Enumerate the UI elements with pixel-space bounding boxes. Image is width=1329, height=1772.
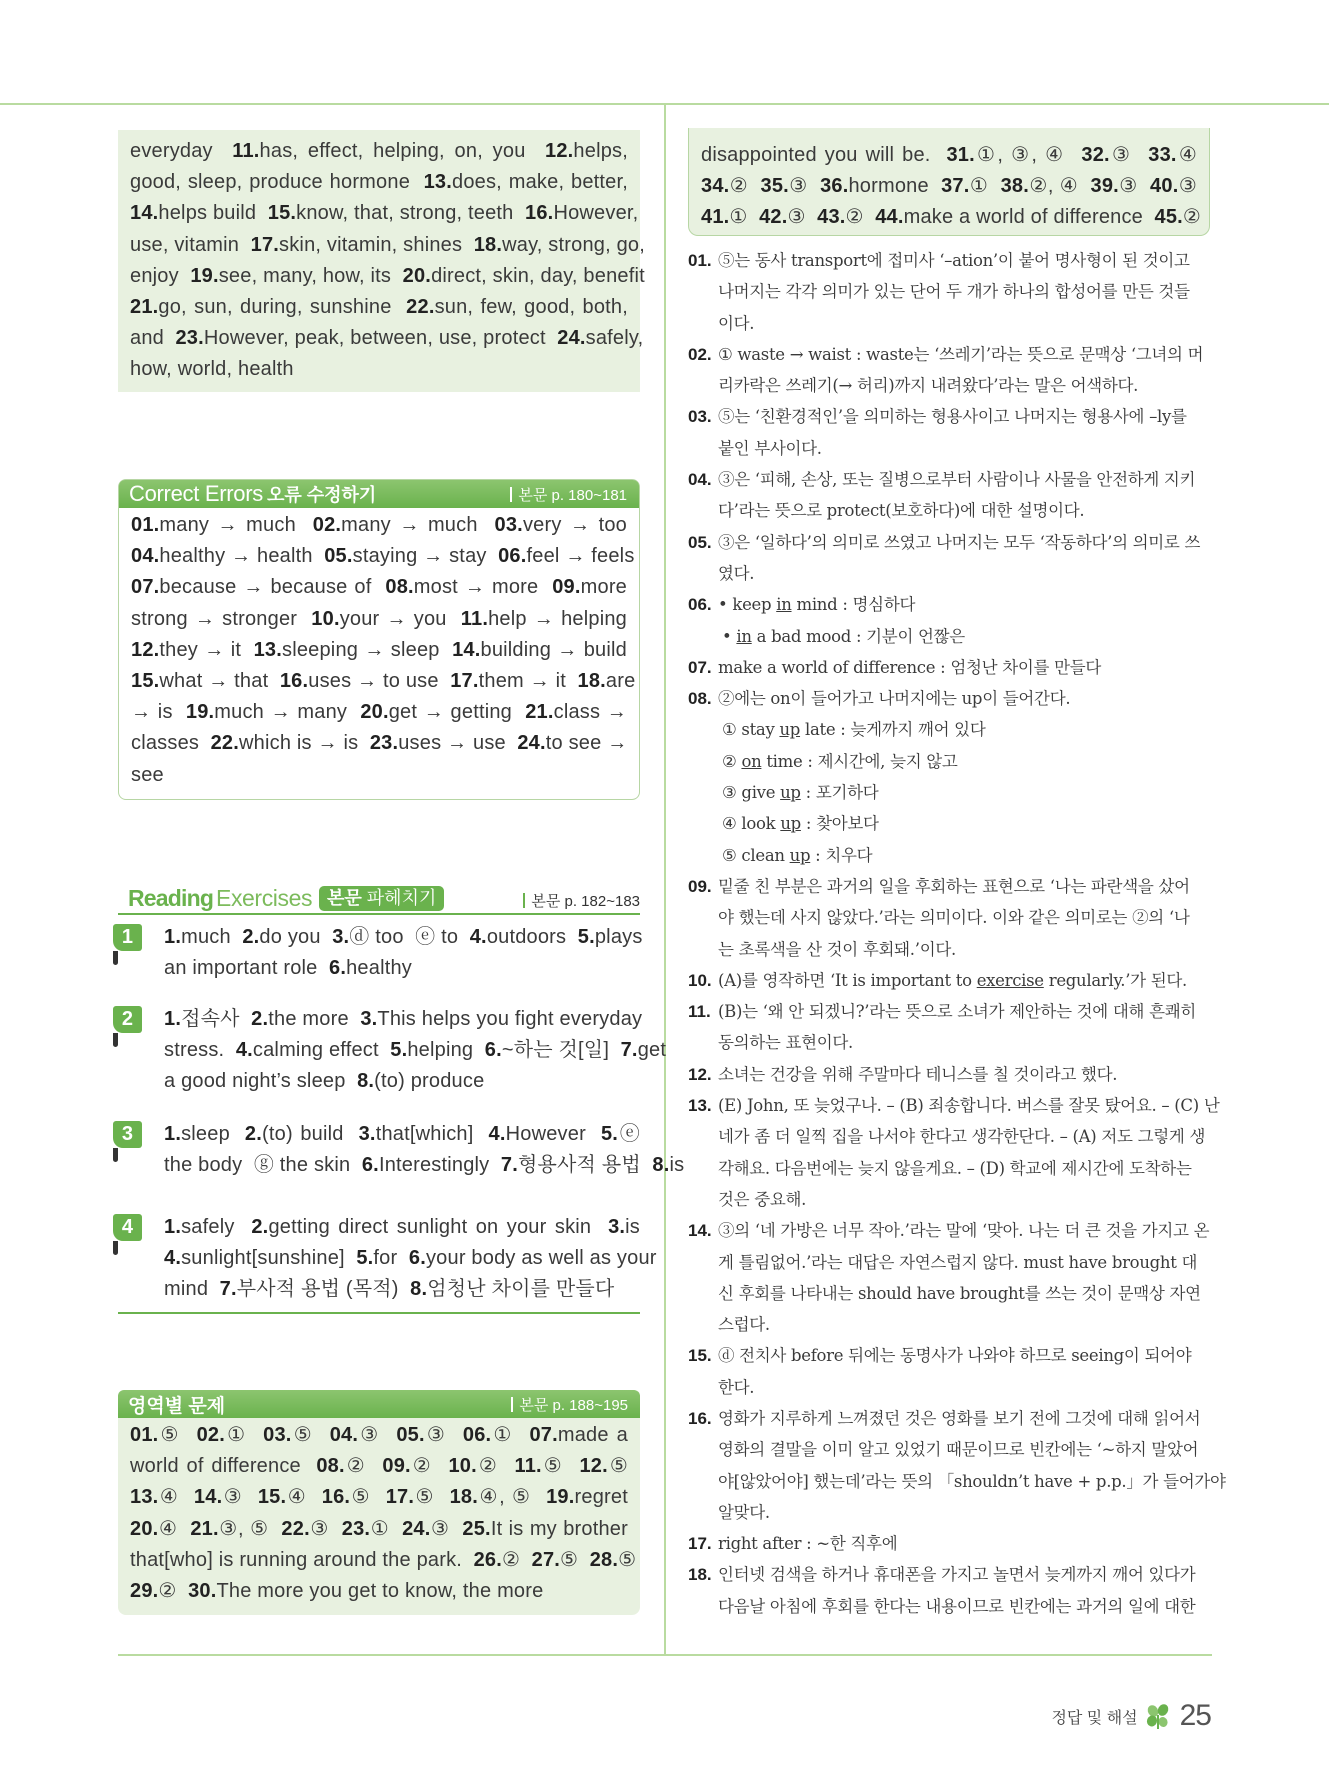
area-problems-title: 영역별 문제 bbox=[128, 1395, 226, 1417]
explanation-line: 붙인 부사이다. bbox=[718, 438, 822, 458]
explanation-item bbox=[688, 1215, 1212, 1340]
answer-line: stress. 4.calming effect 5.helping 6.~하는 것[일] 7.get bbox=[164, 1039, 667, 1062]
explanation-number: 06. bbox=[688, 595, 712, 615]
reading-exercises-header bbox=[128, 885, 640, 915]
explanation-line: 였다. bbox=[718, 563, 755, 583]
explanation-number: 04. bbox=[688, 470, 712, 490]
answer-line: 21.go, sun, during, sunshine 22.sun, few, good, both, bbox=[130, 296, 629, 319]
reading-page-ref: 본문 p. 182~183 bbox=[523, 890, 640, 911]
explanation-line: 야[않았어야] 했는데’라는 뜻의 「shouldn’t have + p.p.」가 들어가야 bbox=[718, 1471, 1226, 1491]
explanation-line: ① waste → waist : waste는 ‘쓰레기’라는 뜻으로 문맥상 ‘그녀의 머 bbox=[718, 344, 1204, 364]
explanation-line: ③의 ‘네 가방은 너무 작아.’라는 말에 ‘맞아. 나는 더 큰 것을 가지고 온 bbox=[718, 1221, 1210, 1241]
explanation-item bbox=[688, 339, 1212, 402]
explanation-number: 05. bbox=[688, 532, 712, 552]
explanation-line: • in a bad mood : 기분이 언짢은 bbox=[722, 626, 965, 646]
column-divider bbox=[664, 104, 666, 1654]
reading-block-number: 4 bbox=[113, 1214, 142, 1241]
explanation-line: 다’라는 뜻으로 protect(보호하다)에 대한 설명이다. bbox=[718, 501, 1085, 521]
answer-line: disappointed you will be. 31.①, ③, ④ 32.③ 33.④ bbox=[701, 144, 1197, 166]
explanation-number: 14. bbox=[688, 1221, 712, 1241]
area-problems-page-ref: 본문 p. 188~195 bbox=[511, 1394, 628, 1415]
answer-line: classes 22.which is → is 23.uses → use 24.to see → bbox=[131, 732, 628, 755]
explanation-item bbox=[688, 683, 1212, 871]
answer-line: 15.what → that 16.uses → to use 17.them → it 18.are bbox=[131, 670, 636, 693]
explanation-number: 17. bbox=[688, 1534, 712, 1554]
explanation-number: 16. bbox=[688, 1408, 712, 1428]
answer-line: 34.② 35.③ 36.hormone 37.① 38.②, ④ 39.③ 40.③ bbox=[701, 175, 1197, 198]
area-problems-answers bbox=[118, 1418, 640, 1615]
answer-line: the body ⓖ the skin 6.Interestingly 7.형용사적 용법 8.is bbox=[164, 1154, 685, 1177]
explanation-item bbox=[688, 1090, 1220, 1215]
explanation-line: (E) John, 또 늦었구나. – (B) 죄송합니다. 버스를 잘못 탔어요. – (C) 난 bbox=[718, 1096, 1220, 1116]
explanation-number: 07. bbox=[688, 657, 712, 677]
reading-block-number: 2 bbox=[113, 1006, 142, 1033]
answer-line: mind 7.부사적 용법 (목적) 8.엄청난 차이를 만들다 bbox=[164, 1278, 615, 1301]
answer-line: strong → stronger 10.your → you 11.help → helping bbox=[131, 607, 627, 630]
correct-errors-header bbox=[119, 480, 639, 508]
answer-line: good, sleep, produce hormone 13.does, make, better, bbox=[130, 171, 628, 194]
reading-header-rule bbox=[118, 913, 640, 915]
answer-line: 14.helps build 15.know, that, strong, teeth 16.However, bbox=[130, 202, 639, 225]
explanation-line: 영화의 결말을 이미 알고 있었기 때문이므로 빈칸에는 ‘~하지 말았어 bbox=[718, 1440, 1199, 1460]
explanation-line: 인터넷 검색을 하거나 휴대폰을 가지고 놀면서 늦게까지 깨어 있다가 bbox=[718, 1565, 1196, 1585]
explanation-item bbox=[688, 245, 1212, 339]
reading-tag: 본문 파헤치기 bbox=[319, 886, 444, 911]
explanation-item bbox=[688, 527, 1212, 590]
explanation-line: 한다. bbox=[718, 1377, 755, 1397]
explanation-item bbox=[688, 1403, 1226, 1528]
answer-line: 13.④ 14.③ 15.④ 16.⑤ 17.⑤ 18.④, ⑤ 19.regret bbox=[130, 1486, 628, 1509]
explanation-number: 09. bbox=[688, 876, 712, 896]
explanation-line: 는 초록색을 산 것이 후회돼.’이다. bbox=[718, 939, 956, 959]
answer-line: 12.they → it 13.sleeping → sleep 14.building → build bbox=[131, 638, 627, 661]
answer-line: that[who] is running around the park. 26.② 27.⑤ 28.⑤ bbox=[130, 1548, 637, 1571]
explanation-item bbox=[688, 1559, 1212, 1622]
explanation-line: 밑줄 친 부분은 과거의 일을 후회하는 표현으로 ‘나는 파란색을 샀어 bbox=[718, 876, 1190, 896]
explanation-line: 알맞다. bbox=[718, 1502, 770, 1522]
explanation-line: ③ give up : 포기하다 bbox=[722, 783, 879, 803]
explanation-number: 10. bbox=[688, 970, 712, 990]
explanation-line: 동의하는 표현이다. bbox=[718, 1033, 854, 1053]
answer-line: 07.because → because of 08.most → more 09.more bbox=[131, 576, 628, 599]
explanation-number: 18. bbox=[688, 1565, 712, 1585]
answer-line: 04.healthy → health 05.staying → stay 06.feel → feels bbox=[131, 545, 635, 568]
answer-line: and 23.However, peak, between, use, protect 24.safely, bbox=[130, 327, 644, 350]
explanation-item bbox=[688, 464, 1212, 527]
area-problems-header bbox=[118, 1390, 640, 1418]
explanation-item bbox=[688, 1528, 1212, 1559]
correct-errors-answers bbox=[119, 508, 639, 799]
explanation-line: ① stay up late : 늦게까지 깨어 있다 bbox=[722, 720, 986, 740]
explanation-number: 15. bbox=[688, 1346, 712, 1366]
correct-errors-subtitle: 오류 수정하기 bbox=[266, 485, 377, 505]
explanation-line: (B)는 ‘왜 안 되겠니?’라는 뜻으로 소녀가 제안하는 것에 대해 흔쾌히 bbox=[718, 1002, 1197, 1022]
reading-title-bold: Reading bbox=[128, 885, 214, 911]
page-number: 25 bbox=[1179, 1699, 1211, 1732]
explanation-line: ⑤는 ‘친환경적인’을 의미하는 형용사이고 나머지는 형용사에 –ly를 bbox=[718, 407, 1187, 427]
explanation-item bbox=[688, 589, 1212, 652]
answer-line: 1.much 2.do you 3.ⓓ too ⓔ to 4.outdoors 5.plays bbox=[164, 926, 643, 948]
explanation-line: 소녀는 건강을 위해 주말마다 테니스를 칠 것이라고 했다. bbox=[718, 1064, 1118, 1084]
explanation-item bbox=[688, 996, 1212, 1059]
explanation-number: 12. bbox=[688, 1064, 712, 1084]
explanation-item bbox=[688, 401, 1212, 464]
answer-line: 01.⑤ 02.① 03.⑤ 04.③ 05.③ 06.① 07.made a bbox=[130, 1424, 628, 1446]
explanation-line: 다음날 아침에 후회를 한다는 내용이므로 빈칸에는 과거의 일에 대한 bbox=[718, 1596, 1196, 1616]
explanation-line: 신 후회를 나타내는 should have brought를 쓰는 것이 문맥상 자연 bbox=[718, 1283, 1201, 1303]
explanation-line: 스럽다. bbox=[718, 1315, 770, 1335]
leaf-icon bbox=[1144, 1701, 1172, 1731]
explanation-line: 나머지는 각각 의미가 있는 단어 두 개가 하나의 합성어를 만든 것들 bbox=[718, 282, 1190, 302]
correct-errors-title: Correct Errors bbox=[129, 481, 263, 506]
explanation-line: 각해요. 다음번에는 늦지 않을게요. – (D) 학교에 제시간에 도착하는 bbox=[718, 1158, 1192, 1178]
bottom-rule bbox=[118, 1654, 1212, 1656]
answer-line: enjoy 19.see, many, how, its 20.direct, skin, day, benefit bbox=[130, 264, 645, 287]
answer-line: a good night’s sleep 8.(to) produce bbox=[164, 1070, 485, 1093]
answer-line: an important role 6.healthy bbox=[164, 957, 412, 980]
correct-errors-page-ref: 본문 p. 180~181 bbox=[510, 484, 627, 505]
footer-label: 정답 및 해설 bbox=[1051, 1709, 1138, 1727]
explanation-line: make a world of difference : 엄청난 차이를 만들다 bbox=[718, 657, 1101, 677]
explanation-item bbox=[688, 652, 1212, 683]
explanations-list bbox=[688, 245, 1226, 1622]
answer-line: 29.② 30.The more you get to know, the more bbox=[130, 1580, 544, 1603]
area-problems-section bbox=[118, 1390, 640, 1615]
correct-errors-section bbox=[118, 479, 640, 800]
reading-block-4 bbox=[118, 1212, 657, 1306]
answer-line: world of difference 08.② 09.② 10.② 11.⑤ 12.⑤ bbox=[130, 1455, 628, 1478]
explanation-line: ⑤ clean up : 치우다 bbox=[722, 845, 873, 865]
reading-block-1 bbox=[118, 922, 643, 984]
reading-block-number: 1 bbox=[113, 924, 142, 951]
reading-bottom-rule bbox=[118, 1312, 640, 1314]
explanation-number: 02. bbox=[688, 344, 712, 364]
answer-line: 4.sunlight[sunshine] 5.for 6.your body as well as your bbox=[164, 1247, 657, 1270]
explanation-line: (A)를 영작하면 ‘It is important to exercise regularly.’가 된다. bbox=[718, 970, 1187, 990]
explanation-line: ②에는 on이 들어가고 나머지에는 up이 들어간다. bbox=[718, 689, 1071, 709]
explanation-line: 리카락은 쓰레기(→ 허리)까지 내려왔다’라는 말은 어색하다. bbox=[718, 376, 1139, 396]
explanation-line: ③은 ‘일하다’의 의미로 쓰였고 나머지는 모두 ‘작동하다’의 의미로 쓰 bbox=[718, 532, 1201, 552]
reading-block-2 bbox=[118, 1004, 667, 1098]
answer-line: 1.sleep 2.(to) build 3.that[which] 4.However 5.ⓔ bbox=[164, 1123, 640, 1145]
page-footer bbox=[1051, 1696, 1211, 1736]
answer-line: 20.④ 21.③, ⑤ 22.③ 23.① 24.③ 25.It is my brother bbox=[130, 1517, 628, 1540]
explanation-line: ③은 ‘피해, 손상, 또는 질병으로부터 사람이나 사물을 안전하게 지키 bbox=[718, 470, 1196, 490]
reading-block-3 bbox=[118, 1119, 685, 1181]
answer-line: see bbox=[131, 763, 164, 786]
explanation-line: ② on time : 제시간에, 늦지 않고 bbox=[722, 751, 958, 771]
explanation-item bbox=[688, 965, 1212, 996]
explanation-line: ⑤는 동사 transport에 접미사 ‘–ation’이 붙어 명사형이 된 것이고 bbox=[718, 251, 1190, 270]
answer-line: use, vitamin 17.skin, vitamin, shines 18.way, strong, go, bbox=[130, 233, 646, 256]
explanation-line: • keep in mind : 명심하다 bbox=[718, 595, 916, 615]
explanation-item bbox=[688, 1059, 1212, 1090]
explanation-line: 야 했는데 사지 않았다.’라는 의미이다. 이와 같은 의미로는 ②의 ‘나 bbox=[718, 908, 1190, 928]
explanation-line: 것은 중요해. bbox=[718, 1189, 807, 1209]
explanation-line: 네가 좀 더 일찍 집을 나서야 한다고 생각한단다. – (A) 저도 그렇게 생 bbox=[718, 1127, 1206, 1147]
explanation-line: ⓓ 전치사 before 뒤에는 동명사가 나와야 하므로 seeing이 되어야 bbox=[718, 1346, 1192, 1366]
explanation-number: 11. bbox=[688, 1002, 711, 1022]
answer-box-continued bbox=[118, 130, 646, 392]
explanation-number: 13. bbox=[688, 1096, 712, 1116]
answer-line: how, world, health bbox=[130, 358, 294, 381]
reading-block-number: 3 bbox=[113, 1121, 142, 1148]
explanation-line: 영화가 지루하게 느껴졌던 것은 영화를 보기 전에 그것에 대해 읽어서 bbox=[718, 1408, 1201, 1428]
reading-title-light: Exercises bbox=[216, 885, 313, 911]
explanation-number: 01. bbox=[688, 251, 712, 270]
answer-line: → is 19.much → many 20.get → getting 21.class → bbox=[131, 701, 627, 724]
answer-line: everyday 11.has, effect, helping, on, you 12.helps, bbox=[130, 140, 628, 162]
explanation-number: 03. bbox=[688, 407, 712, 427]
explanation-number: 08. bbox=[688, 689, 712, 709]
answer-line: 01.many → much 02.many → much 03.very → too bbox=[131, 514, 627, 536]
explanation-item bbox=[688, 1340, 1212, 1403]
answer-line: 1.접속사 2.the more 3.This helps you fight everyday bbox=[164, 1008, 643, 1030]
explanation-line: right after : ~한 직후에 bbox=[718, 1534, 898, 1554]
explanation-line: 게 틀림없어.’라는 대답은 자연스럽지 않다. must have brought 대 bbox=[718, 1252, 1198, 1272]
answer-line: 1.safely 2.getting direct sunlight on your skin 3.is bbox=[164, 1216, 640, 1238]
explanation-item bbox=[688, 871, 1212, 965]
answer-box-continued-right bbox=[688, 128, 1210, 236]
answer-line: 41.① 42.③ 43.② 44.make a world of difference 45.② bbox=[701, 206, 1202, 229]
explanation-line: ④ look up : 찾아보다 bbox=[722, 814, 879, 834]
explanation-line: 이다. bbox=[718, 313, 755, 333]
